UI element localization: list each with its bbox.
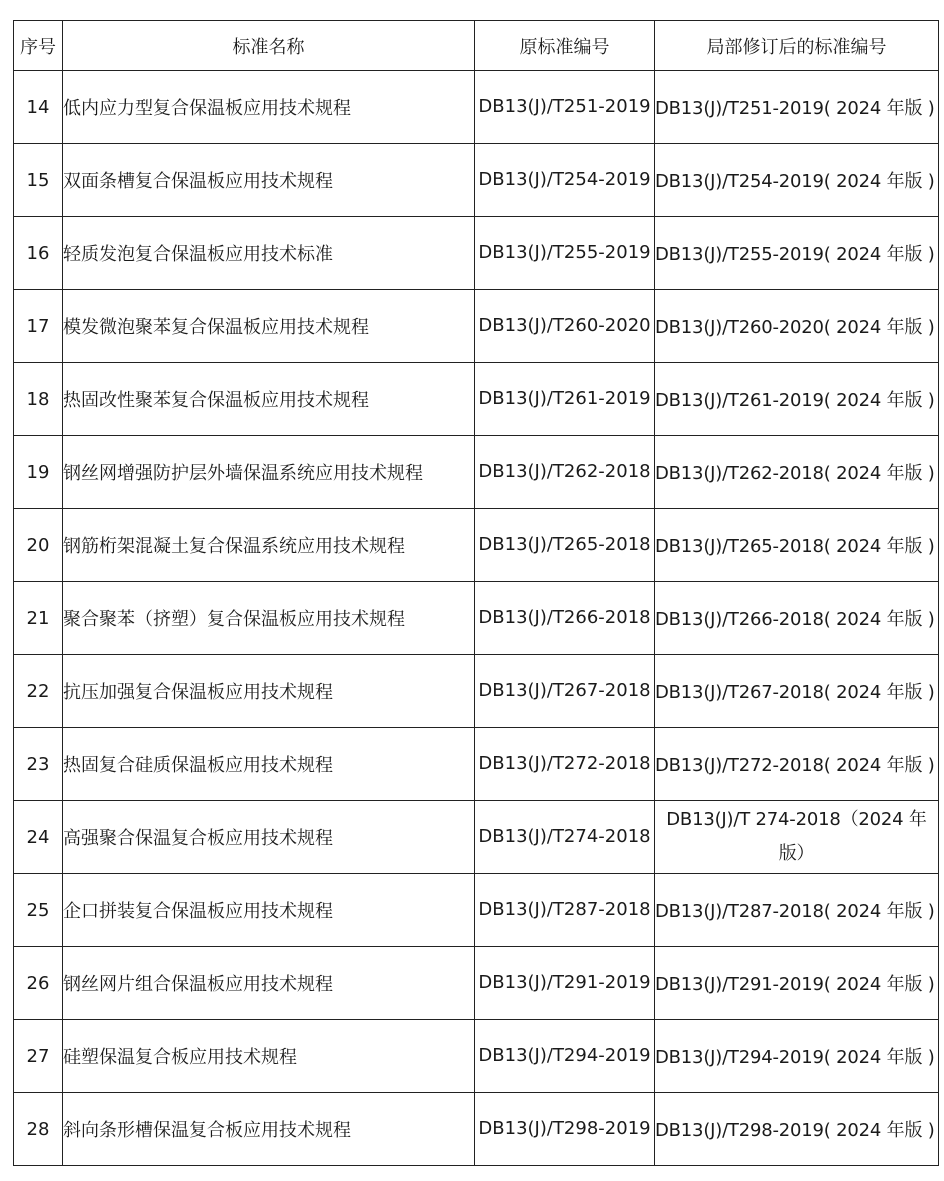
row-standard-name: 钢筋桁架混凝土复合保温系统应用技术规程 xyxy=(63,509,475,582)
header-revised-code: 局部修订后的标准编号 xyxy=(655,21,939,71)
row-revised-code: DB13(J)/T265-2018( 2024 年版 ) xyxy=(655,509,939,582)
row-original-code: DB13(J)/T261-2019 xyxy=(475,363,655,436)
row-revised-code: DB13(J)/T272-2018( 2024 年版 ) xyxy=(655,728,939,801)
row-original-code: DB13(J)/T255-2019 xyxy=(475,217,655,290)
row-original-code: DB13(J)/T265-2018 xyxy=(475,509,655,582)
row-standard-name: 模发微泡聚苯复合保温板应用技术规程 xyxy=(63,290,475,363)
row-standard-name: 低内应力型复合保温板应用技术规程 xyxy=(63,71,475,144)
row-standard-name: 硅塑保温复合板应用技术规程 xyxy=(63,1020,475,1093)
row-standard-name: 轻质发泡复合保温板应用技术标准 xyxy=(63,217,475,290)
row-seq: 17 xyxy=(14,290,63,363)
row-standard-name: 钢丝网片组合保温板应用技术规程 xyxy=(63,947,475,1020)
row-seq: 25 xyxy=(14,874,63,947)
standards-table xyxy=(13,20,939,1166)
row-revised-code: DB13(J)/T254-2019( 2024 年版 ) xyxy=(655,144,939,217)
table-row xyxy=(14,71,939,144)
row-revised-code: DB13(J)/T260-2020( 2024 年版 ) xyxy=(655,290,939,363)
row-seq: 21 xyxy=(14,582,63,655)
row-revised-code: DB13(J)/T291-2019( 2024 年版 ) xyxy=(655,947,939,1020)
row-standard-name: 双面条槽复合保温板应用技术规程 xyxy=(63,144,475,217)
row-original-code: DB13(J)/T266-2018 xyxy=(475,582,655,655)
row-standard-name: 企口拼装复合保温板应用技术规程 xyxy=(63,874,475,947)
table-row xyxy=(14,801,939,874)
row-revised-code: DB13(J)/T267-2018( 2024 年版 ) xyxy=(655,655,939,728)
header-standard-name: 标准名称 xyxy=(63,21,475,71)
row-revised-code: DB13(J)/T262-2018( 2024 年版 ) xyxy=(655,436,939,509)
table-row xyxy=(14,874,939,947)
row-seq: 23 xyxy=(14,728,63,801)
table-header-row xyxy=(14,21,939,71)
row-revised-code: DB13(J)/T255-2019( 2024 年版 ) xyxy=(655,217,939,290)
row-seq: 16 xyxy=(14,217,63,290)
table-row xyxy=(14,1093,939,1166)
row-seq: 24 xyxy=(14,801,63,874)
row-standard-name: 高强聚合保温复合板应用技术规程 xyxy=(63,801,475,874)
table-row xyxy=(14,217,939,290)
row-original-code: DB13(J)/T267-2018 xyxy=(475,655,655,728)
row-standard-name: 热固改性聚苯复合保温板应用技术规程 xyxy=(63,363,475,436)
header-original-code: 原标准编号 xyxy=(475,21,655,71)
row-original-code: DB13(J)/T274-2018 xyxy=(475,801,655,874)
table-row xyxy=(14,363,939,436)
table-row xyxy=(14,728,939,801)
row-seq: 26 xyxy=(14,947,63,1020)
row-revised-code: DB13(J)/T251-2019( 2024 年版 ) xyxy=(655,71,939,144)
table-row xyxy=(14,582,939,655)
row-standard-name: 钢丝网增强防护层外墙保温系统应用技术规程 xyxy=(63,436,475,509)
row-seq: 28 xyxy=(14,1093,63,1166)
row-seq: 15 xyxy=(14,144,63,217)
row-revised-code: DB13(J)/T 274-2018（2024 年版） xyxy=(655,801,939,874)
row-seq: 18 xyxy=(14,363,63,436)
table-row xyxy=(14,509,939,582)
table-row xyxy=(14,1020,939,1093)
row-revised-code: DB13(J)/T287-2018( 2024 年版 ) xyxy=(655,874,939,947)
row-revised-code: DB13(J)/T294-2019( 2024 年版 ) xyxy=(655,1020,939,1093)
row-original-code: DB13(J)/T254-2019 xyxy=(475,144,655,217)
row-original-code: DB13(J)/T294-2019 xyxy=(475,1020,655,1093)
row-standard-name: 抗压加强复合保温板应用技术规程 xyxy=(63,655,475,728)
row-standard-name: 斜向条形槽保温复合板应用技术规程 xyxy=(63,1093,475,1166)
row-seq: 20 xyxy=(14,509,63,582)
row-standard-name: 热固复合硅质保温板应用技术规程 xyxy=(63,728,475,801)
row-original-code: DB13(J)/T272-2018 xyxy=(475,728,655,801)
row-original-code: DB13(J)/T298-2019 xyxy=(475,1093,655,1166)
row-original-code: DB13(J)/T291-2019 xyxy=(475,947,655,1020)
row-revised-code: DB13(J)/T261-2019( 2024 年版 ) xyxy=(655,363,939,436)
row-standard-name: 聚合聚苯（挤塑）复合保温板应用技术规程 xyxy=(63,582,475,655)
table-row xyxy=(14,436,939,509)
row-original-code: DB13(J)/T262-2018 xyxy=(475,436,655,509)
table-row xyxy=(14,144,939,217)
row-revised-code: DB13(J)/T298-2019( 2024 年版 ) xyxy=(655,1093,939,1166)
header-seq: 序号 xyxy=(14,21,63,71)
row-original-code: DB13(J)/T287-2018 xyxy=(475,874,655,947)
table-row xyxy=(14,290,939,363)
row-seq: 22 xyxy=(14,655,63,728)
table-row xyxy=(14,947,939,1020)
row-original-code: DB13(J)/T251-2019 xyxy=(475,71,655,144)
table-row xyxy=(14,655,939,728)
row-seq: 19 xyxy=(14,436,63,509)
row-revised-code: DB13(J)/T266-2018( 2024 年版 ) xyxy=(655,582,939,655)
row-original-code: DB13(J)/T260-2020 xyxy=(475,290,655,363)
row-seq: 14 xyxy=(14,71,63,144)
row-seq: 27 xyxy=(14,1020,63,1093)
